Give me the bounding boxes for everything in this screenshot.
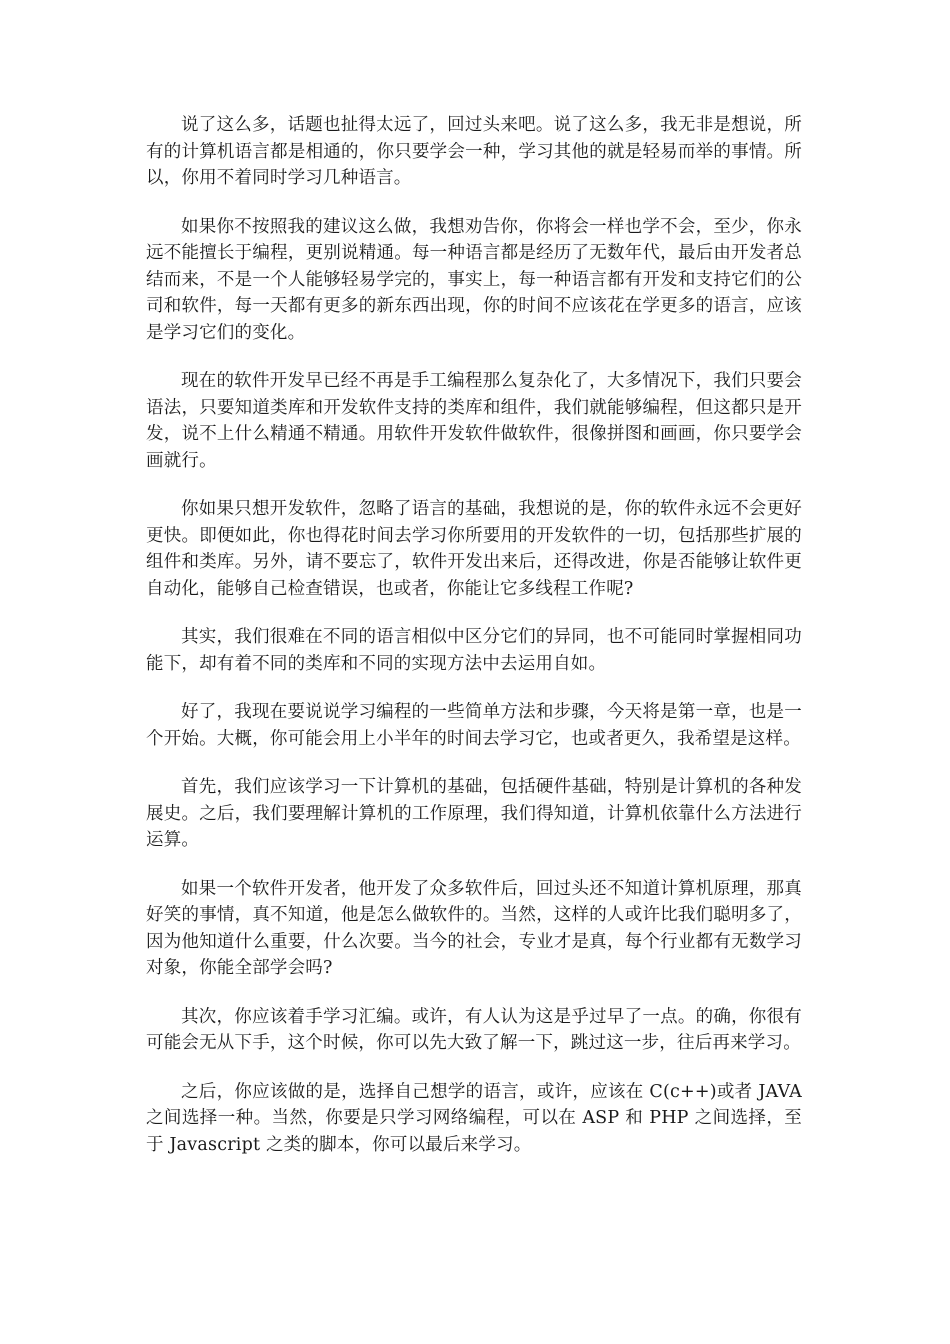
paragraph-7: 首先，我们应该学习一下计算机的基础，包括硬件基础，特别是计算机的各种发展史。之后，我们要理解计算机的工作原理，我们得知道，计算机依靠什么方法进行运算。: [146, 777, 802, 850]
document-body: [146, 112, 802, 1180]
paragraph-3: 现在的软件开发早已经不再是手工编程那么复杂化了，大多情况下，我们只要会语法，只要知道类库和开发软件支持的类库和组件，我们就能够编程，但这都只是开发，说不上什么精通不精通。用软件开发软件做软件，很像拼图和画画，你只要学会画就行。: [146, 371, 802, 471]
paragraph-5: 其实，我们很难在不同的语言相似中区分它们的异同，也不可能同时掌握相同功能下，却有着不同的类库和不同的实现方法中去运用自如。: [146, 627, 802, 674]
paragraph-9: 其次，你应该着手学习汇编。或许，有人认为这是乎过早了一点。的确，你很有可能会无从下手，这个时候，你可以先大致了解一下，跳过这一步，往后再来学习。: [146, 1006, 802, 1053]
paragraph-2: 如果你不按照我的建议这么做，我想劝告你，你将会一样也学不会，至少，你永远不能擅长于编程，更别说精通。每一种语言都是经历了无数年代，最后由开发者总结而来，不是一个人能够轻易学完的，事实上，每一种语言都有开发和支持它们的公司和软件，每一天都有更多的新东西出现，你的时间不应该花在学更多的语言，应该是学习它们的变化。: [146, 216, 802, 343]
paragraph-10: 之后，你应该做的是，选择自己想学的语言，或许，应该在 C(c++)或者 JAVA 之间选择一种。当然，你要是只学习网络编程，可以在 ASP 和 PHP 之间选择，至于 Javascript 之类的脚本，你可以最后来学习。: [146, 1081, 802, 1155]
paragraph-8: 如果一个软件开发者，他开发了众多软件后，回过头还不知道计算机原理，那真好笑的事情，真不知道，他是怎么做软件的。当然，这样的人或许比我们聪明多了，因为他知道什么重要，什么次要。当今的社会，专业才是真，每个行业都有无数学习对象，你能全部学会吗?: [146, 878, 802, 978]
paragraph-4: 你如果只想开发软件，忽略了语言的基础，我想说的是，你的软件永远不会更好更快。即便如此，你也得花时间去学习你所要用的开发软件的一切，包括那些扩展的组件和类库。另外，请不要忘了，软件开发出来后，还得改进，你是否能够让软件更自动化，能够自己检查错误，也或者，你能让它多线程工作呢?: [146, 499, 802, 599]
paragraph-6: 好了，我现在要说说学习编程的一些简单方法和步骤，今天将是第一章，也是一个开始。大概，你可能会用上小半年的时间去学习它，也或者更久，我希望是这样。: [146, 702, 802, 749]
paragraph-1: 说了这么多，话题也扯得太远了，回过头来吧。说了这么多，我无非是想说，所有的计算机语言都是相通的，你只要学会一种，学习其他的就是轻易而举的事情。所以，你用不着同时学习几种语言。: [146, 115, 802, 188]
